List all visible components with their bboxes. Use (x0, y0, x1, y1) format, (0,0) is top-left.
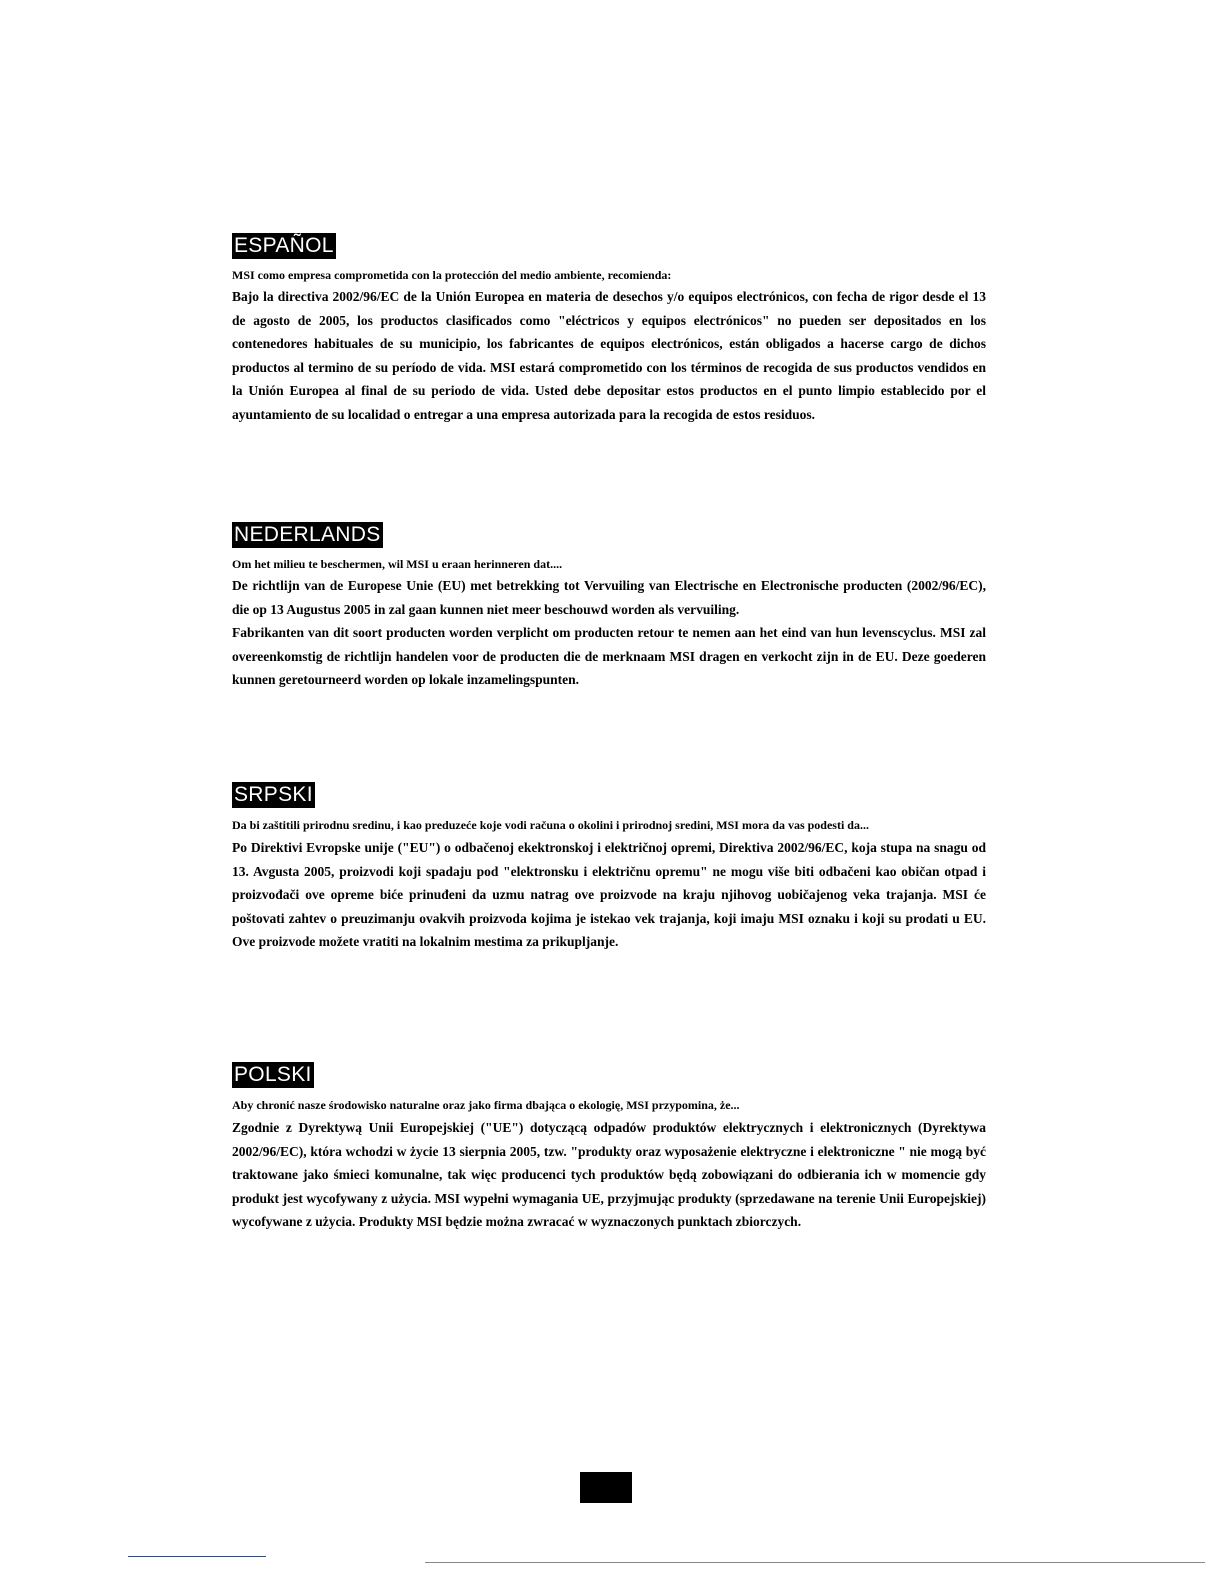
intro-espanol: MSI como empresa comprometida con la protección del medio ambiente, recomienda: (232, 268, 672, 282)
intro-nederlands: Om het milieu te beschermen, wil MSI u eraan herinneren dat.... (232, 557, 563, 571)
heading-polski: POLSKI (234, 1063, 312, 1086)
section-polski (232, 1062, 986, 1234)
section-nederlands (232, 522, 986, 692)
body-nederlands-1: De richtlijn van de Europese Unie (EU) met betrekking tot Vervuiling van Electrische en Electronische producten (2002/96/EC), die op 13 Augustus 2005 in zal gaan kunnen niet meer beschouwd worden als vervuiling. (232, 578, 986, 617)
section-espanol (232, 233, 986, 426)
body-polski: Zgodnie z Dyrektywą Unii Europejskiej ("UE") dotyczącą odpadów produktów elektrycznych i elektronicznych (Dyrektywa 2002/96/EC), która wchodzi w życie 13 sierpnia 2005, tzw. "produkty oraz wyposażenie elektryczne i elektroniczne " nie mogą być traktowane jako śmieci komunalne, tak więc producenci tych produktów będą zobowiązani do odbierania ich w momencie gdy produkt jest wycofywany z użycia. MSI wypełni wymagania UE, przyjmując produkty (sprzedawane na terenie Unii Europejskiej) wycofywane z użycia. Produkty MSI będzie można zwracać w wyznaczonych punktach zbiorczych. (232, 1120, 986, 1229)
intro-srpski: Da bi zaštitili prirodnu sredinu, i kao preduzeće koje vodi računa o okolini i prirodnoj sredini, MSI mora da vas podesti da... (232, 818, 869, 832)
body-nederlands-2: Fabrikanten van dit soort producten worden verplicht om producten retour te nemen aan het eind van hun levenscyclus. MSI zal overeenkomstig de richtlijn handelen voor de producten die de merknaam MSI dragen en verkocht zijn in de EU. Deze goederen kunnen geretourneerd worden op lokale inzamelingspunten. (232, 625, 986, 687)
footer-rule-left (128, 1556, 266, 1557)
heading-srpski: SRPSKI (234, 783, 313, 806)
intro-polski: Aby chronić nasze środowisko naturalne oraz jako firma dbająca o ekologię, MSI przypomina, że... (232, 1098, 740, 1112)
body-srpski: Po Direktivi Evropske unije ("EU") o odbačenoj ekektronskoj i električnoj opremi, Direktiva 2002/96/EC, koja stupa na snagu od 13. Avgusta 2005, proizvodi koji spadaju pod "elektronsku i električnu opremu" ne mogu više biti odbačeni kao običan otpad i proizvođači ove opreme biće prinuđeni da uzmu natrag ove proizvode na kraju njihovog uobičajenog veka trajanja. MSI će poštovati zahtev o preuzimanju ovakvih proizvoda kojima je istekao vek trajanja, koji imaju MSI oznaku i koji su prodati u EU. Ove proizvode možete vratiti na lokalnim mestima za prikupljanje. (232, 840, 986, 949)
footer-rule-right (425, 1562, 1205, 1563)
body-espanol: Bajo la directiva 2002/96/EC de la Unión Europea en materia de desechos y/o equipos electrónicos, con fecha de rigor desde el 13 de agosto de 2005, los productos clasificados como "eléctricos y equipos electrónicos" no pueden ser depositados en los contenedores habituales de su municipio, los fabricantes de equipos electrónicos, están obligados a hacerse cargo de dichos productos al termino de su período de vida. MSI estará comprometido con los términos de recogida de sus productos vendidos en la Unión Europea al final de su periodo de vida. Usted debe depositar estos productos en el punto limpio establecido por el ayuntamiento de su localidad o entregar a una empresa autorizada para la recogida de estos residuos. (232, 289, 986, 422)
page-number-box (580, 1472, 632, 1503)
heading-nederlands: NEDERLANDS (234, 523, 381, 546)
section-srpski (232, 782, 986, 954)
heading-espanol: ESPAÑOL (234, 234, 334, 257)
